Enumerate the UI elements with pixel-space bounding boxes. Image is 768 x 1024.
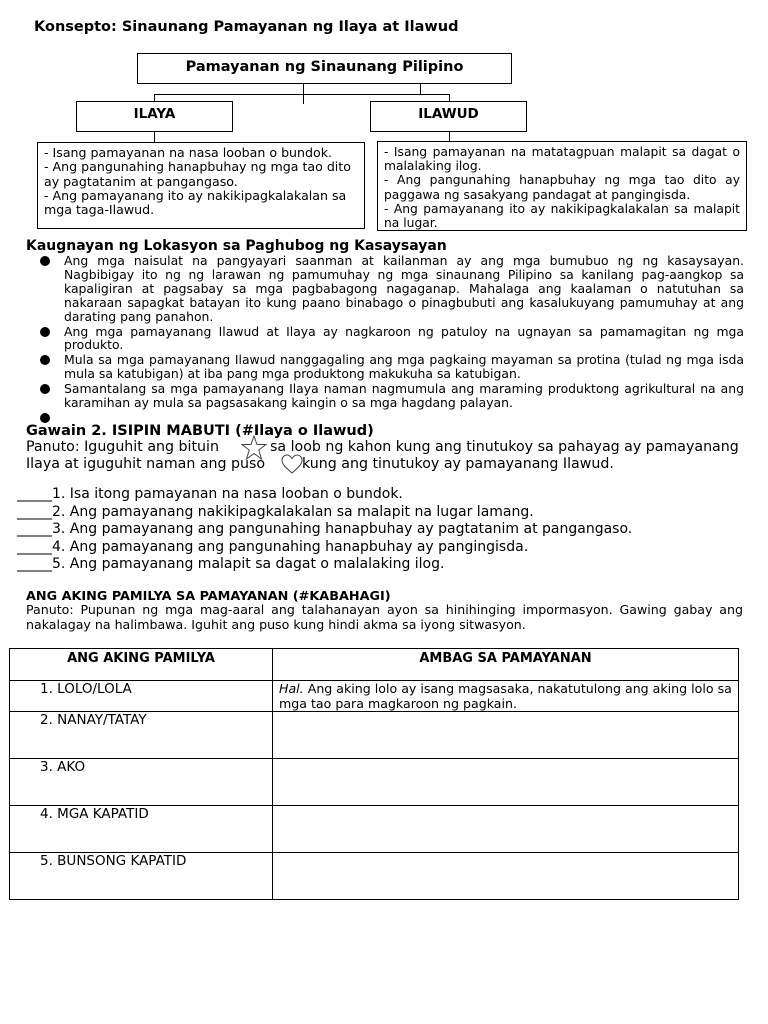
gawain2-items: [17, 486, 757, 574]
gawain2-instructions-line1b: [270, 439, 739, 455]
gawain2-instr-1a: Panuto: Iguguhit ang bituin: [26, 439, 219, 455]
concept-title: Konsepto: Sinaunang Pamayanan ng Ilaya at Ilawud: [34, 19, 459, 35]
kaugnayan-bullet-1: Ang mga naisulat na pangyayari saanman at kailanman ay ang mga bumubuo ng ng kasaysayan. Nagbibigay ito ng ng larawan ng pamumuhay ng mga sinaunang Pilipino sa kanilang pag-aangkop sa kapaligiran at pagsabay sa mga pagbabagong nagaganap. Mahalaga ang kaalaman o natutuhan sa nakaraan sapagkat batayan ito kung paano binabago o pinagbubuti ang kasalukuyang pamumuhay at ang darating pang panahon.: [64, 254, 744, 324]
connector-horizontal: [154, 94, 450, 95]
pamilya-member-cell: 4. MGA KAPATID: [10, 806, 273, 853]
pamilya-member-cell: 2. NANAY/TATAY: [10, 712, 273, 759]
kaugnayan-bullet-3: Mula sa mga pamayanang Ilawud nanggagaling ang mga pagkaing mayaman sa protina (tulad ng mga isda mula sa katubigan) at iba pang mga produktong makukuha sa katubigan.: [64, 353, 744, 381]
gawain2-item-4[interactable]: _____4. Ang pamayanang ang pangunahing hanapbuhay ay pangingisda.: [17, 538, 529, 555]
ilawud-line-1: - Isang pamayanan na matatagpuan malapit sa dagat o malalaking ilog.: [384, 145, 740, 174]
pamilya-member-cell: 5. BUNSONG KAPATID: [10, 853, 273, 900]
ilawud-line-2: - Ang pangunahing hanapbuhay ng mga tao dito ay paggawa ng sasakyang pandagat at pangingisda.: [384, 173, 740, 202]
kaugnayan-bullets: [64, 254, 744, 426]
gawain2-item-2[interactable]: _____2. Ang pamayanang nakikipagkalakalan sa malapit na lugar lamang.: [17, 503, 534, 520]
pamilya-ambag-cell[interactable]: [273, 853, 739, 900]
pamilya-heading: ANG AKING PAMILYA SA PAMAYANAN (#KABAHAGI): [26, 589, 391, 604]
diagram-root-title: Pamayanan ng Sinaunang Pilipino: [185, 59, 464, 75]
gawain2-heading: Gawain 2. ISIPIN MABUTI (#Ilaya o Ilawud): [26, 423, 374, 439]
table-row: [10, 806, 739, 853]
heart-icon: [281, 454, 303, 475]
ilawud-title: ILAWUD: [418, 106, 479, 122]
gawain2-item-5[interactable]: _____5. Ang pamayanang malapit sa dagat o malalaking ilog.: [17, 556, 445, 572]
hal-label: Hal.: [279, 681, 304, 696]
kaugnayan-bullet-4: Samantalang sa mga pamayanang Ilaya naman nagmumula ang maraming produktong agrikultural na ang karamihan ay mula sa pagsasakang kaingin o sa mga hagdang palayan.: [64, 382, 744, 410]
ilaya-description-box: [37, 142, 365, 229]
pamilya-ambag-cell[interactable]: [273, 759, 739, 806]
gawain2-instr-2b: kung ang tinutukoy ay pamayanang Ilawud.: [302, 456, 614, 472]
pamilya-ambag-cell[interactable]: Hal. Ang aking lolo ay isang magsasaka, nakatutulong ang aking lolo sa mga tao para magkaroon ng pagkain.: [273, 681, 739, 712]
connector-right-lower: [449, 132, 450, 141]
diagram-root-box: [137, 53, 512, 84]
gawain2-instr-2a: Ilaya at iguguhit naman ang puso: [26, 456, 266, 472]
ilaya-title: ILAYA: [133, 106, 176, 122]
gawain2-item-1[interactable]: _____1. Isa itong pamayanan na nasa looban o bundok.: [17, 486, 403, 502]
pamilya-col-header-1: ANG AKING PAMILYA: [10, 649, 273, 681]
pamilya-instructions: Panuto: Pupunan ng mga mag-aaral ang talahanayan ayon sa hinihinging impormasyon. Gawing gabay ang nakalagay na halimbawa. Iguhit ang puso kung hindi akma sa iyong sitwasyon.: [26, 602, 743, 632]
ilaya-title-box: [76, 101, 233, 132]
pamilya-member-cell: 3. AKO: [10, 759, 273, 806]
gawain2-item-3[interactable]: _____3. Ang pamayanang ang pangunahing hanapbuhay ay pagtatanim at pangangaso.: [17, 521, 633, 537]
ilaya-line-3: - Ang pamayanang ito ay nakikipagkalakalan sa mga taga-Ilawud.: [44, 187, 347, 218]
connector-vertical-main-2: [420, 84, 421, 94]
table-row: [10, 759, 739, 806]
gawain2-instr-1b: sa loob ng kahon kung ang tinutukoy sa pahayag ay pamayanang: [270, 439, 739, 455]
ilawud-description-box: [377, 141, 747, 231]
pamilya-member-cell: 1. LOLO/LOLA: [10, 681, 273, 712]
kaugnayan-bullet-2: Ang mga pamayanang Ilawud at Ilaya ay nagkaroon ng patuloy na ugnayan sa pamamagitan ng mga produkto.: [64, 325, 744, 353]
pamilya-ambag-cell[interactable]: [273, 712, 739, 759]
table-row: [10, 681, 739, 712]
table-row: [10, 712, 739, 759]
pamilya-col-header-2: AMBAG SA PAMAYANAN: [273, 649, 739, 681]
connector-left-lower: [154, 132, 155, 142]
ilawud-title-box: [370, 101, 527, 132]
ilawud-line-3: - Ang pamayanang ito ay nakikipagkalakalan sa malapit na lugar.: [384, 201, 740, 231]
gawain2-instructions-line2b: [302, 456, 614, 472]
gawain2-instructions-line1: [26, 439, 219, 455]
kaugnayan-heading: Kaugnayan ng Lokasyon sa Paghubog ng Kasaysayan: [26, 238, 447, 254]
gawain2-instructions-line2: [26, 456, 265, 472]
pamilya-table: [9, 648, 739, 900]
pamilya-ambag-cell[interactable]: [273, 806, 739, 853]
ilaya-line-2: - Ang pangunahing hanapbuhay ng mga tao dito ay pagtatanim at pangangaso.: [44, 159, 351, 189]
ilaya-line-1: - Isang pamayanan na nasa looban o bundok.: [44, 145, 333, 160]
table-row: [10, 853, 739, 900]
